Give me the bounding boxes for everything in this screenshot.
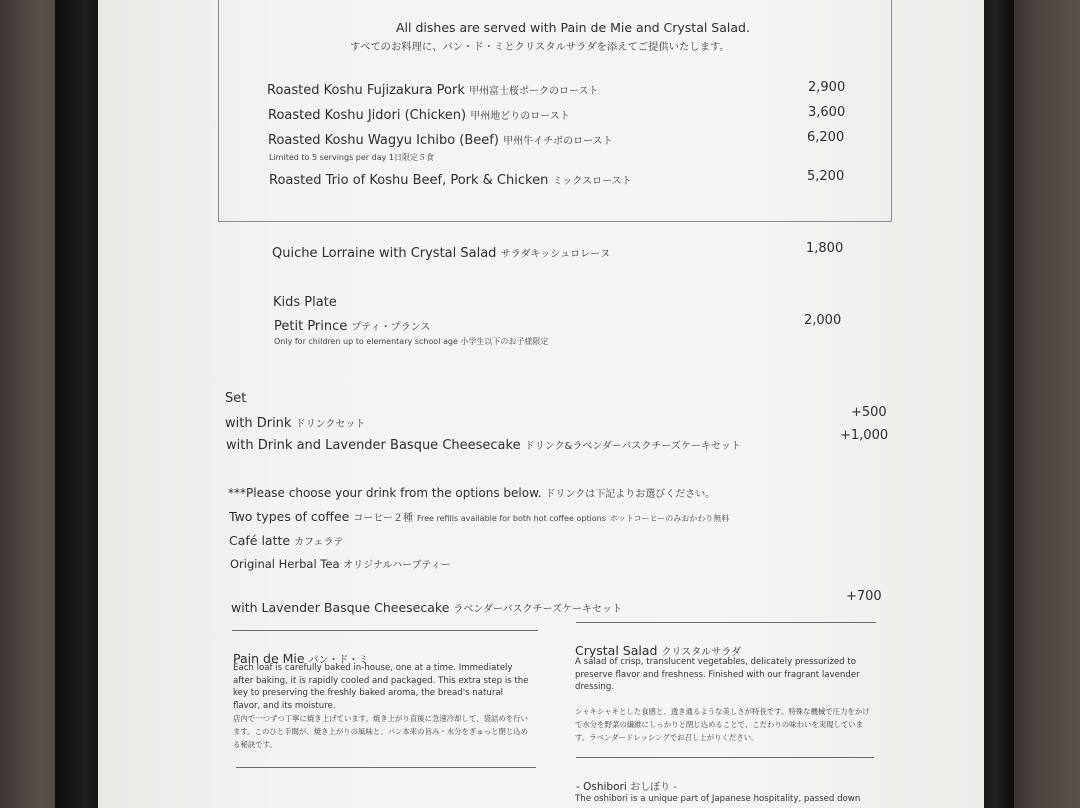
section-title: - Oshibori [576, 781, 627, 793]
drink-name-ja: コーヒー２種 [353, 513, 413, 524]
roast-item-chicken [268, 107, 570, 123]
section-title: Pain de Mie [233, 651, 305, 666]
section-title-ja: おしぼり - [630, 782, 677, 793]
item-name: Roasted Koshu Jidori (Chicken) [268, 108, 467, 123]
drink-prompt [228, 485, 715, 500]
drink-coffee [229, 509, 729, 524]
roast-price-chicken: 3,600 [808, 105, 846, 120]
item-name-ja: 甲州富士桜ポークのロースト [469, 86, 599, 97]
roast-price-beef: 6,200 [807, 130, 845, 145]
kids-note [274, 336, 548, 347]
pain-de-mie-body-ja: 店内で一つずつ丁寧に焼き上げています。焼き上がり直後に急速冷却して、袋詰めを行います。このひと手間が、焼き上がりの風味と、パン本来の旨み・水分をぎゅっと閉じ込める秘訣です。 [233, 714, 529, 749]
quiche-price: 1,800 [806, 241, 844, 256]
note-ja: 小学生以下のお子様限定 [460, 337, 549, 346]
section-title-ja: パン・ド・ミ [308, 655, 369, 666]
drink-name: Café latte [229, 533, 291, 548]
drink-tea [230, 556, 451, 571]
quiche-item [272, 245, 610, 261]
section-title-ja: クリスタルサラダ [661, 647, 742, 658]
roast-item-pork [267, 82, 599, 98]
oshibori-title [576, 778, 677, 793]
drink-prompt-en: ***Please choose your drink from the options below. [228, 486, 542, 500]
drink-name-ja: オリジナルハーブティー [343, 560, 451, 571]
crystal-salad-body: A salad of crisp, translucent vegetables, delicately pressurized to preserve flavor and freshness. Finished with our fragrant lavender dressing. [575, 657, 860, 693]
kids-price: 2,000 [804, 313, 842, 328]
item-name: Petit Prince [274, 319, 348, 334]
item-name: Quiche Lorraine with Crystal Salad [272, 246, 497, 261]
set-drink-cake-price: +1,000 [840, 428, 889, 443]
served-with-en: All dishes are served with Pain de Mie and Crystal Salad. [396, 20, 750, 35]
cake-price: +700 [846, 589, 882, 604]
pain-de-mie-body: Each loaf is carefully baked in-house, one at a time. Immediately after baking, it is rapidly cooled and packaged. This extra step is the key to preserving the freshly baked aroma, the bread's natural flavor, and its moisture. [233, 663, 529, 711]
coffee-refill-note-ja: ホットコーヒーのみおかわり無料 [609, 514, 730, 523]
crystal-salad-body-ja: シャキシャキとした食感と、透き通るような美しさが特長です。特殊な機械で圧力をかけて水分を野菜の繊維にしっかりと閉じ込めることで、こだわりの味わいを実現しています。ラベンダードレッシングでお召し上がりください。 [575, 707, 870, 742]
served-with-ja: すべてのお料理に、パン・ド・ミとクリスタルサラダを添えてご提供いたします。 [350, 41, 730, 53]
roast-beef-note [269, 152, 434, 163]
coffee-refill-note: Free refills available for both hot coffee options [416, 514, 606, 523]
roast-price-pork: 2,900 [808, 80, 846, 95]
set-label: with Drink and Lavender Basque Cheesecake [226, 438, 521, 453]
item-name-ja: ミックスロースト [552, 176, 632, 187]
item-name: Roasted Koshu Fujizakura Pork [267, 83, 465, 98]
set-drink-price: +500 [851, 405, 887, 420]
roast-price-trio: 5,200 [807, 169, 845, 184]
roast-item-trio [269, 172, 632, 188]
divider-left [232, 630, 538, 631]
set-label: with Drink [225, 416, 292, 431]
drink-latte [229, 533, 344, 548]
oshibori-body: The oshibori is a unique part of Japanese hospitality, passed down [575, 794, 861, 804]
roast-item-beef [268, 132, 613, 148]
section-title: Crystal Salad [575, 643, 658, 658]
set-label-ja: ドリンク&ラベンダーバスクチーズケーキセット [524, 441, 741, 452]
item-name-ja: サラダキッシュロレーヌ [500, 249, 611, 260]
note-ja: 1日限定５食 [388, 153, 434, 162]
set-drink-cake [226, 437, 741, 453]
kids-heading: Kids Plate [273, 295, 337, 310]
note-en: Only for children up to elementary school age [274, 337, 458, 346]
item-name: Roasted Trio of Koshu Beef, Pork & Chicken [269, 173, 549, 188]
divider-crystal-salad [576, 757, 874, 758]
set-label-ja: ドリンクセット [295, 419, 366, 430]
set-heading: Set [225, 391, 247, 406]
set-label: with Lavender Basque Cheesecake [231, 600, 450, 615]
item-name-ja: プティ・プランス [351, 322, 431, 333]
item-name: Roasted Koshu Wagyu Ichibo (Beef) [268, 133, 499, 148]
drink-name: Original Herbal Tea [230, 557, 340, 571]
item-name-ja: 甲州牛イチボのロースト [503, 136, 613, 147]
kids-item [274, 318, 430, 334]
cake-set [231, 600, 622, 615]
set-drink [225, 415, 365, 431]
note-en: Limited to 5 servings per day [269, 153, 387, 162]
divider-pain-de-mie [236, 767, 536, 768]
divider-right [576, 622, 876, 623]
drink-name-ja: カフェラテ [294, 537, 344, 548]
item-name-ja: 甲州地どりのロースト [470, 111, 570, 122]
drink-prompt-ja: ドリンクは下記よりお選びください。 [545, 489, 716, 500]
drink-name: Two types of coffee [229, 509, 350, 524]
set-label-ja: ラベンダーバスクチーズケーキセット [453, 604, 622, 615]
